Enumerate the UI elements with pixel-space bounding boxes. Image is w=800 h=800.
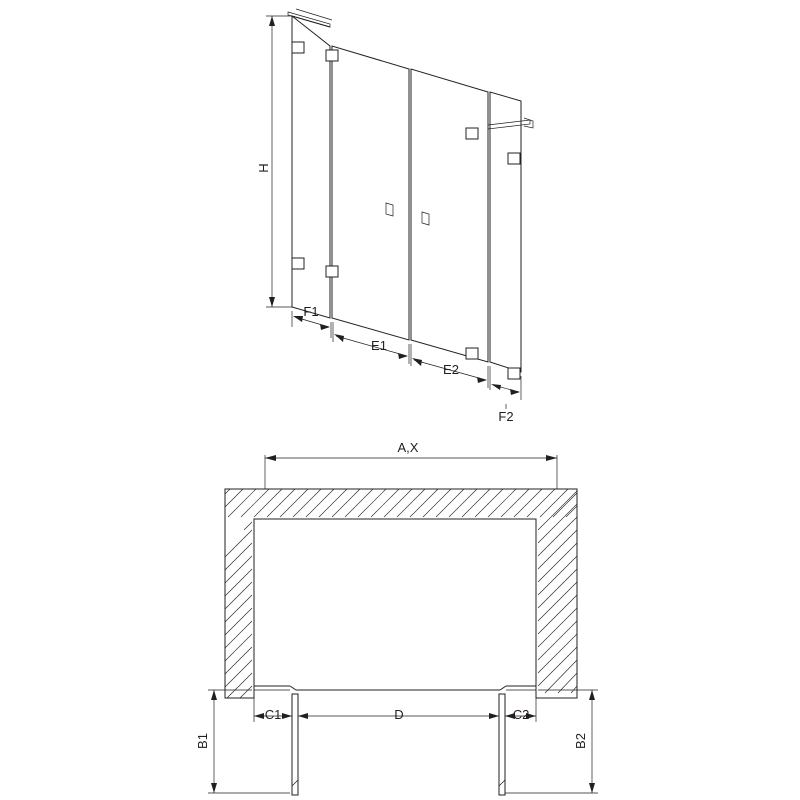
panel-f1	[292, 16, 330, 318]
hinge-e2-bottom	[466, 348, 478, 359]
top-plan-view	[195, 440, 598, 795]
hinge-f1-bottom	[292, 258, 304, 269]
hinge-f1-top	[292, 42, 304, 53]
label-c1: C1	[264, 707, 282, 722]
label-f1: F1	[303, 304, 319, 319]
hinge-e2-top	[466, 128, 478, 139]
panel-e1	[332, 46, 409, 340]
label-f2: F2	[498, 409, 514, 424]
hinge-e1-top	[326, 50, 338, 61]
label-h: H	[256, 163, 271, 173]
dim-f2-arrow-right	[510, 389, 520, 395]
dim-f2-arrow-left	[491, 384, 501, 390]
dim-h-arrow-bottom	[269, 297, 275, 307]
hinge-e1-bottom	[326, 266, 338, 277]
dim-b2-arrow-bottom	[589, 783, 595, 793]
dim-f1-arrow-right	[320, 324, 330, 330]
wall-outline	[225, 489, 577, 698]
label-ax: A,X	[397, 440, 419, 455]
dim-e2-arrow-right	[477, 377, 487, 383]
dim-e1-arrow-left	[334, 334, 344, 342]
dim-f1-arrow-left	[293, 316, 303, 322]
dim-b1-arrow-bottom	[211, 783, 217, 793]
dim-c1-arrow-left	[254, 713, 264, 719]
label-e1: E1	[371, 338, 387, 353]
plan-corner-right	[500, 686, 506, 690]
front-elevation-view	[256, 9, 533, 424]
dim-b1-arrow-top	[211, 690, 217, 700]
door-leaf-left	[292, 694, 298, 795]
door-leaf-right	[499, 694, 505, 795]
label-b1: B1	[195, 733, 210, 749]
handle-right	[422, 212, 429, 225]
dim-d-arrow-left	[298, 713, 308, 719]
dim-c1-arrow-right	[282, 713, 292, 719]
hinge-f2-top	[508, 153, 520, 164]
dim-b2-arrow-top	[589, 690, 595, 700]
panel-f2	[490, 92, 521, 372]
dim-h-arrow-top	[269, 16, 275, 26]
plan-corner-left	[290, 686, 296, 690]
support-bar-end	[524, 118, 533, 128]
wall-hatch-top	[225, 489, 577, 517]
label-d: D	[394, 707, 404, 722]
wall-hatch-right	[538, 491, 577, 693]
dim-e1-arrow-right	[398, 353, 408, 359]
door-leaf-left-mark	[292, 780, 298, 786]
label-e2: E2	[443, 362, 459, 377]
dim-d-arrow-right	[489, 713, 499, 719]
label-c2: C2	[512, 707, 530, 722]
dim-e2-arrow-left	[412, 358, 422, 366]
dim-ax-arrow-right	[546, 455, 557, 461]
handle-left	[386, 203, 393, 216]
door-leaf-right-mark	[499, 780, 505, 786]
dim-ax-arrow-left	[265, 455, 276, 461]
wall-hatch-left	[225, 522, 252, 698]
panel-e2	[411, 69, 488, 362]
label-b2: B2	[573, 733, 588, 749]
support-bar-right	[488, 120, 530, 129]
hinge-f2-bottom	[508, 368, 520, 379]
